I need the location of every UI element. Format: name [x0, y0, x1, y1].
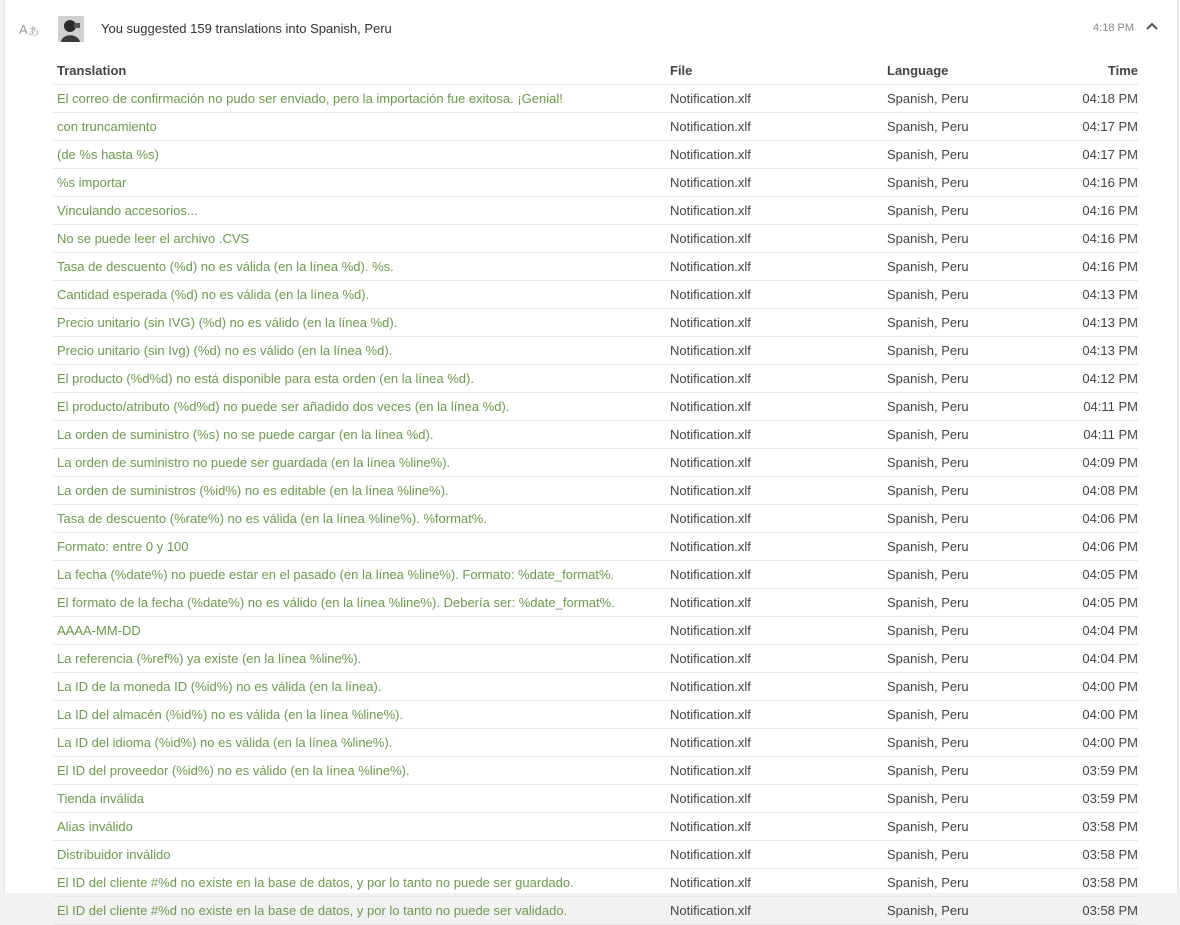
file-cell: Notification.xlf	[670, 259, 751, 274]
time-cell: 03:59 PM	[1082, 763, 1138, 778]
time-cell: 03:58 PM	[1082, 847, 1138, 862]
translation-cell	[53, 735, 670, 750]
translation-link[interactable]: La ID del idioma (%id%) no es válida (en la línea %line%).	[57, 735, 393, 750]
translation-cell	[53, 595, 670, 610]
file-cell: Notification.xlf	[670, 539, 751, 554]
language-cell: Spanish, Peru	[887, 595, 969, 610]
translation-cell	[53, 315, 670, 330]
translation-link[interactable]: Vinculando accesorios...	[57, 203, 198, 218]
time-cell: 04:11 PM	[1083, 427, 1138, 442]
table-row	[53, 393, 1138, 421]
table-row	[53, 477, 1138, 505]
translation-link[interactable]: Tienda inválida	[57, 791, 144, 806]
table-row	[53, 505, 1138, 533]
language-cell: Spanish, Peru	[887, 231, 969, 246]
table-row	[53, 897, 1138, 925]
translation-cell	[53, 539, 670, 554]
translation-cell	[53, 371, 670, 386]
translations-table	[53, 57, 1138, 925]
time-cell: 04:04 PM	[1082, 651, 1138, 666]
table-row	[53, 561, 1138, 589]
translation-link[interactable]: El ID del cliente #%d no existe en la base de datos, y por lo tanto no puede ser guardado.	[57, 875, 574, 890]
language-cell: Spanish, Peru	[887, 679, 969, 694]
file-cell: Notification.xlf	[670, 371, 751, 386]
translation-cell	[53, 259, 670, 274]
language-cell: Spanish, Peru	[887, 259, 969, 274]
time-cell: 04:16 PM	[1082, 259, 1138, 274]
table-body	[53, 85, 1138, 925]
translation-link[interactable]: %s importar	[57, 175, 127, 190]
time-cell: 04:04 PM	[1082, 623, 1138, 638]
table-row	[53, 757, 1138, 785]
translation-cell	[53, 119, 670, 134]
file-cell: Notification.xlf	[670, 147, 751, 162]
time-cell: 04:13 PM	[1082, 343, 1138, 358]
file-cell: Notification.xlf	[670, 763, 751, 778]
translation-cell	[53, 91, 670, 106]
language-cell: Spanish, Peru	[887, 651, 969, 666]
language-cell: Spanish, Peru	[887, 539, 969, 554]
table-row	[53, 225, 1138, 253]
file-cell: Notification.xlf	[670, 707, 751, 722]
translation-link[interactable]: Tasa de descuento (%d) no es válida (en la línea %d). %s.	[57, 259, 394, 274]
file-cell: Notification.xlf	[670, 287, 751, 302]
translation-link[interactable]: El producto (%d%d) no está disponible para esta orden (en la línea %d).	[57, 371, 474, 386]
table-row	[53, 533, 1138, 561]
translation-cell	[53, 427, 670, 442]
language-cell: Spanish, Peru	[887, 511, 969, 526]
file-cell: Notification.xlf	[670, 399, 751, 414]
language-cell: Spanish, Peru	[887, 343, 969, 358]
language-cell: Spanish, Peru	[887, 483, 969, 498]
time-cell: 04:00 PM	[1082, 707, 1138, 722]
translation-link[interactable]: Precio unitario (sin Ivg) (%d) no es válido (en la línea %d).	[57, 343, 393, 358]
time-cell: 04:13 PM	[1082, 287, 1138, 302]
translation-link[interactable]: La ID del almacén (%id%) no es válida (en la línea %line%).	[57, 707, 404, 722]
file-cell: Notification.xlf	[670, 315, 751, 330]
table-row	[53, 169, 1138, 197]
translation-cell	[53, 707, 670, 722]
user-avatar[interactable]	[58, 16, 84, 42]
file-cell: Notification.xlf	[670, 875, 751, 890]
time-cell: 04:16 PM	[1082, 175, 1138, 190]
file-cell: Notification.xlf	[670, 91, 751, 106]
column-header-translation: Translation	[57, 63, 127, 78]
time-cell: 03:58 PM	[1082, 875, 1138, 890]
file-cell: Notification.xlf	[670, 735, 751, 750]
translation-link[interactable]: Precio unitario (sin IVG) (%d) no es válido (en la línea %d).	[57, 315, 398, 330]
column-header-file: File	[670, 63, 693, 78]
language-cell: Spanish, Peru	[887, 315, 969, 330]
table-row	[53, 141, 1138, 169]
translation-link[interactable]: (de %s hasta %s)	[57, 147, 159, 162]
time-cell: 04:05 PM	[1082, 595, 1138, 610]
language-cell: Spanish, Peru	[887, 707, 969, 722]
translation-link[interactable]: El ID del cliente #%d no existe en la base de datos, y por lo tanto no puede ser validado.	[57, 903, 568, 918]
file-cell: Notification.xlf	[670, 791, 751, 806]
time-cell: 04:17 PM	[1082, 119, 1138, 134]
table-row	[53, 673, 1138, 701]
column-header-time: Time	[1107, 63, 1138, 78]
activity-time: 4:18 PM	[1093, 22, 1134, 34]
translation-cell	[53, 623, 670, 638]
file-cell: Notification.xlf	[670, 819, 751, 834]
language-cell: Spanish, Peru	[887, 147, 969, 162]
language-cell: Spanish, Peru	[887, 371, 969, 386]
language-cell: Spanish, Peru	[887, 119, 969, 134]
file-cell: Notification.xlf	[670, 119, 751, 134]
file-cell: Notification.xlf	[670, 679, 751, 694]
translation-cell	[53, 763, 670, 778]
table-row	[53, 197, 1138, 225]
file-cell: Notification.xlf	[670, 427, 751, 442]
file-cell: Notification.xlf	[670, 203, 751, 218]
language-cell: Spanish, Peru	[887, 819, 969, 834]
translation-link[interactable]: El formato de la fecha (%date%) no es válido (en la línea %line%). Debería ser: %date_format%.	[57, 595, 615, 610]
table-row	[53, 869, 1138, 897]
language-cell: Spanish, Peru	[887, 427, 969, 442]
file-cell: Notification.xlf	[670, 903, 751, 918]
table-row	[53, 449, 1138, 477]
translation-cell	[53, 567, 670, 582]
file-cell: Notification.xlf	[670, 595, 751, 610]
file-cell: Notification.xlf	[670, 623, 751, 638]
file-cell: Notification.xlf	[670, 511, 751, 526]
translation-cell	[53, 455, 670, 470]
language-cell: Spanish, Peru	[887, 875, 969, 890]
time-cell: 04:13 PM	[1082, 315, 1138, 330]
svg-text:あ: あ	[28, 26, 39, 38]
translation-link[interactable]: La fecha (%date%) no puede estar en el pasado (en la línea %line%). Formato: %date_format%.	[57, 567, 615, 582]
translation-link[interactable]: El ID del proveedor (%id%) no es válido (en la línea %line%).	[57, 763, 410, 778]
translation-cell	[53, 399, 670, 414]
table-row	[53, 309, 1138, 337]
translation-link[interactable]: La orden de suministro no puede ser guardada (en la línea %line%).	[57, 455, 451, 470]
svg-text:A: A	[19, 22, 28, 37]
language-cell: Spanish, Peru	[887, 287, 969, 302]
time-cell: 04:11 PM	[1083, 399, 1138, 414]
table-row	[53, 841, 1138, 869]
language-cell: Spanish, Peru	[887, 203, 969, 218]
translation-cell	[53, 203, 670, 218]
table-row	[53, 337, 1138, 365]
time-cell: 04:12 PM	[1082, 371, 1138, 386]
translation-link[interactable]: La orden de suministro (%s) no se puede cargar (en la línea %d).	[57, 427, 434, 442]
time-cell: 04:00 PM	[1082, 735, 1138, 750]
language-cell: Spanish, Peru	[887, 623, 969, 638]
activity-card	[4, 0, 1178, 918]
column-header-language: Language	[887, 63, 949, 78]
table-row	[53, 785, 1138, 813]
file-cell: Notification.xlf	[670, 483, 751, 498]
translation-cell	[53, 231, 670, 246]
language-cell: Spanish, Peru	[887, 455, 969, 470]
time-cell: 04:00 PM	[1082, 679, 1138, 694]
time-cell: 03:58 PM	[1082, 903, 1138, 918]
translation-cell	[53, 819, 670, 834]
translate-icon	[19, 20, 41, 38]
translation-cell	[53, 903, 670, 918]
table-row	[53, 281, 1138, 309]
table-row	[53, 589, 1138, 617]
file-cell: Notification.xlf	[670, 175, 751, 190]
time-cell: 04:06 PM	[1082, 539, 1138, 554]
translation-link[interactable]: La orden de suministros (%id%) no es editable (en la línea %line%).	[57, 483, 449, 498]
translation-link[interactable]: Distribuidor inválido	[57, 847, 171, 862]
activity-summary: You suggested 159 translations into Spanish, Peru	[101, 21, 392, 36]
translation-cell	[53, 511, 670, 526]
file-cell: Notification.xlf	[670, 231, 751, 246]
language-cell: Spanish, Peru	[887, 91, 969, 106]
language-cell: Spanish, Peru	[887, 763, 969, 778]
file-cell: Notification.xlf	[670, 455, 751, 470]
time-cell: 04:16 PM	[1082, 203, 1138, 218]
translation-link[interactable]: Formato: entre 0 y 100	[57, 539, 189, 554]
file-cell: Notification.xlf	[670, 847, 751, 862]
time-cell: 04:18 PM	[1082, 91, 1138, 106]
translation-link[interactable]: Cantidad esperada (%d) no es válida (en la línea %d).	[57, 287, 370, 302]
table-row	[53, 85, 1138, 113]
translation-cell	[53, 791, 670, 806]
translation-link[interactable]: El correo de confirmación no pudo ser enviado, pero la importación fue exitosa. ¡Genial!	[57, 91, 563, 106]
time-cell: 04:05 PM	[1082, 567, 1138, 582]
language-cell: Spanish, Peru	[887, 735, 969, 750]
table-row	[53, 253, 1138, 281]
file-cell: Notification.xlf	[670, 567, 751, 582]
translation-link[interactable]: con truncamiento	[57, 119, 157, 134]
language-cell: Spanish, Peru	[887, 847, 969, 862]
file-cell: Notification.xlf	[670, 343, 751, 358]
language-cell: Spanish, Peru	[887, 175, 969, 190]
translation-cell	[53, 483, 670, 498]
translation-link[interactable]: Tasa de descuento (%rate%) no es válida (en la línea %line%). %format%.	[57, 511, 487, 526]
time-cell: 04:06 PM	[1082, 511, 1138, 526]
file-cell: Notification.xlf	[670, 651, 751, 666]
table-row	[53, 813, 1138, 841]
translation-cell	[53, 847, 670, 862]
table-row	[53, 701, 1138, 729]
language-cell: Spanish, Peru	[887, 903, 969, 918]
time-cell: 04:09 PM	[1082, 455, 1138, 470]
language-cell: Spanish, Peru	[887, 567, 969, 582]
translation-cell	[53, 287, 670, 302]
time-cell: 04:16 PM	[1082, 231, 1138, 246]
translation-link[interactable]: El producto/atributo (%d%d) no puede ser añadido dos veces (en la línea %d).	[57, 399, 510, 414]
translation-cell	[53, 147, 670, 162]
translation-link[interactable]: La referencia (%ref%) ya existe (en la línea %line%).	[57, 651, 362, 666]
table-row	[53, 617, 1138, 645]
language-cell: Spanish, Peru	[887, 399, 969, 414]
language-cell: Spanish, Peru	[887, 791, 969, 806]
translation-cell	[53, 679, 670, 694]
time-cell: 03:59 PM	[1082, 791, 1138, 806]
translation-cell	[53, 875, 670, 890]
time-cell: 04:08 PM	[1082, 483, 1138, 498]
translation-link[interactable]: La ID de la moneda ID (%id%) no es válida (en la línea).	[57, 679, 382, 694]
translation-cell	[53, 651, 670, 666]
time-cell: 04:17 PM	[1082, 147, 1138, 162]
table-header	[53, 57, 1138, 85]
table-row	[53, 645, 1138, 673]
table-row	[53, 113, 1138, 141]
table-row	[53, 365, 1138, 393]
translation-link[interactable]: No se puede leer el archivo .CVS	[57, 231, 250, 246]
translation-cell	[53, 175, 670, 190]
translation-cell	[53, 343, 670, 358]
time-cell: 03:58 PM	[1082, 819, 1138, 834]
translation-link[interactable]: AAAA-MM-DD	[57, 623, 141, 638]
table-row	[53, 729, 1138, 757]
chevron-up-icon[interactable]	[1143, 18, 1161, 36]
translation-link[interactable]: Alias inválido	[57, 819, 133, 834]
table-row	[53, 421, 1138, 449]
